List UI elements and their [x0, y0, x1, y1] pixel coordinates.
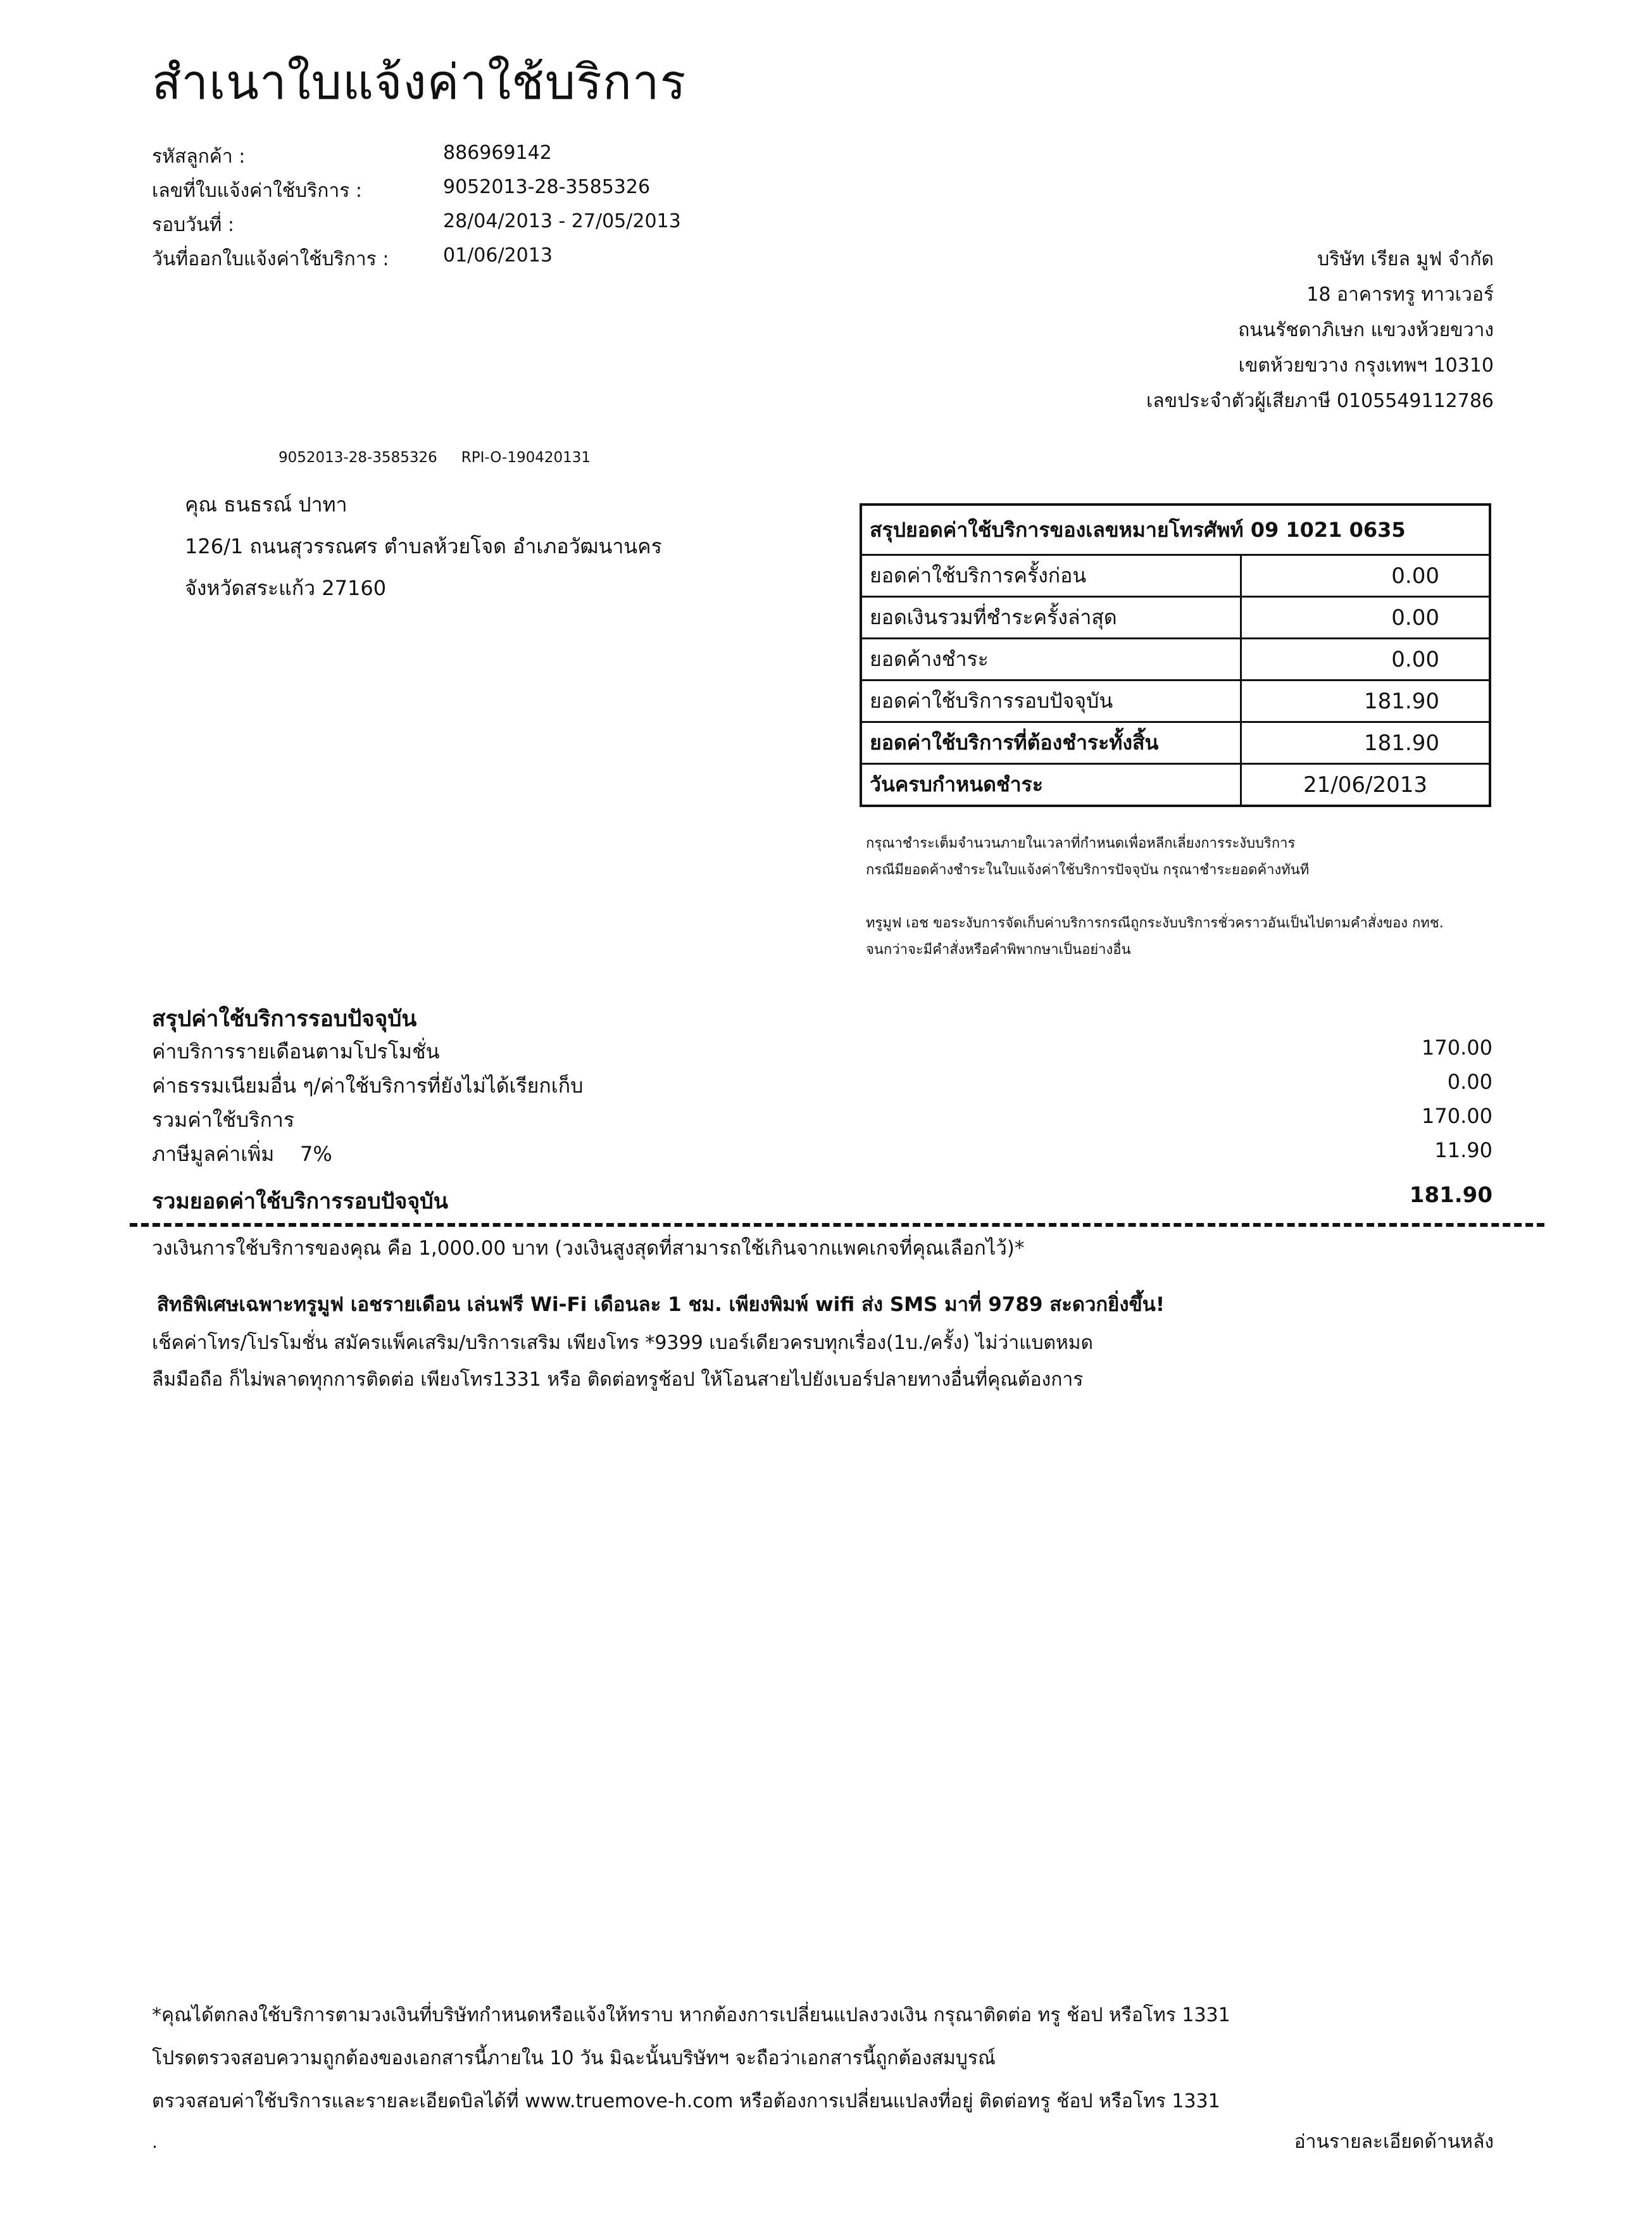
summary-row-amount: 21/06/2013 — [1241, 764, 1491, 806]
current-total-amount: 181.90 — [1409, 1182, 1492, 1208]
charge-line-amount: 170.00 — [1422, 1104, 1492, 1128]
footer-line2: โปรดตรวจสอบความถูกต้องของเอกสารนี้ภายใน 10 วัน มิฉะนั้นบริษัทฯ จะถือว่าเอกสารนี้ถูกต้องสมบูรณ์ — [152, 2047, 996, 2069]
reference-code: RPI-O-190420131 — [461, 449, 591, 466]
summary-row — [861, 597, 1490, 639]
vat-line-amount: 11.90 — [1434, 1138, 1492, 1162]
summary-row-due-date — [861, 764, 1490, 806]
payment-note-line2: กรณีมียอดค้างชำระในใบแจ้งค่าใช้บริการปัจจุบัน กรุณาชำระยอดค้างทันที — [866, 862, 1310, 878]
summary-row-label: ยอดค่าใช้บริการรอบปัจจุบัน — [861, 680, 1241, 722]
reference-invoice-no: 9052013-28-3585326 — [278, 449, 437, 466]
promo-line2: ลืมมือถือ ก็ไม่พลาดทุกการติดต่อ เพียงโทร1331 หรือ ติดต่อทรูช้อป ให้โอนสายไปยังเบอร์ปลายทางอื่นที่คุณต้องการ — [152, 1369, 1084, 1391]
customer-id-label: รหัสลูกค้า : — [152, 146, 246, 168]
footer-line3: ตรวจสอบค่าใช้บริการและรายละเอียดบิลได้ที่ www.truemove-h.com หรือต้องการเปลี่ยนแปลงที่อยู่ ติดต่อทรู ช้อป หรือโทร 1331 — [152, 2090, 1220, 2112]
payment-note-line1: กรุณาชำระเต็มจำนวนภายในเวลาที่กำหนดเพื่อหลีกเลี่ยงการระงับบริการ — [866, 836, 1296, 851]
billing-cycle-label: รอบวันที่ : — [152, 214, 234, 236]
charge-line-amount: 170.00 — [1422, 1036, 1492, 1060]
footer-dot: . — [152, 2131, 158, 2152]
summary-row-amount: 0.00 — [1241, 555, 1491, 597]
company-address-line1: 18 อาคารทรู ทาวเวอร์ — [1306, 284, 1494, 306]
summary-row — [861, 680, 1490, 722]
charge-line-label: รวมค่าใช้บริการ — [152, 1108, 294, 1132]
summary-row — [861, 639, 1490, 680]
summary-row-amount: 0.00 — [1241, 639, 1491, 680]
recipient-address-line2: จังหวัดสระแก้ว 27160 — [185, 576, 387, 600]
page-title: สำเนาใบแจ้งค่าใช้บริการ — [152, 54, 687, 110]
summary-row-label: ยอดค้างชำระ — [861, 639, 1241, 680]
company-tax-id: เลขประจำตัวผู้เสียภาษี 0105549112786 — [1146, 390, 1494, 412]
summary-row-total-due — [861, 722, 1490, 764]
recipient-name: คุณ ธนธรณ์ ปาทา — [185, 492, 347, 517]
recipient-address-line1: 126/1 ถนนสุวรรณศร ตำบลห้วยโจด อำเภอวัฒนานคร — [185, 534, 662, 558]
customer-id-value: 886969142 — [443, 142, 552, 164]
company-name: บริษัท เรียล มูฟ จำกัด — [1317, 248, 1494, 270]
charge-line-amount: 0.00 — [1447, 1070, 1492, 1094]
company-address-line2: ถนนรัชดาภิเษก แขวงห้วยขวาง — [1238, 319, 1494, 341]
summary-box-title: สรุปยอดค่าใช้บริการของเลขหมายโทรศัพท์ 09 1021 0635 — [861, 505, 1490, 555]
promo-line1: เช็คค่าโทร/โปรโมชั่น สมัครแพ็คเสริม/บริการเสริม เพียงโทร *9399 เบอร์เดียวครบทุกเรื่อง(1บ./ครั้ง) ไม่ว่าแบตหมด — [152, 1332, 1094, 1354]
current-summary-title: สรุปค่าใช้บริการรอบปัจจุบัน — [152, 1007, 417, 1032]
current-total-label: รวมยอดค่าใช้บริการรอบปัจจุบัน — [152, 1189, 448, 1214]
charge-line-label: ค่าธรรมเนียมอื่น ๆ/ค่าใช้บริการที่ยังไม่ได้เรียกเก็บ — [152, 1074, 584, 1098]
billing-summary-box — [860, 503, 1491, 807]
promo-title: สิทธิพิเศษเฉพาะทรูมูฟ เอชรายเดือน เล่นฟรี Wi-Fi เดือนละ 1 ชม. เพียงพิมพ์ wifi ส่ง SMS มาที่ 9789 สะดวกยิ่งขึ้น! — [157, 1293, 1165, 1316]
reference-line — [278, 449, 615, 466]
payment-note-line4: จนกว่าจะมีคำสั่งหรือคำพิพากษาเป็นอย่างอื่น — [866, 942, 1131, 958]
read-back-note: อ่านรายละเอียดด้านหลัง — [1294, 2131, 1494, 2153]
company-address-line3: เขตห้วยขวาง กรุงเทพฯ 10310 — [1238, 354, 1494, 377]
vat-line-label: ภาษีมูลค่าเพิ่ม 7% — [152, 1142, 332, 1166]
summary-row-amount: 181.90 — [1241, 722, 1491, 764]
charge-line-label: ค่าบริการรายเดือนตามโปรโมชั่น — [152, 1039, 440, 1063]
billing-cycle-value: 28/04/2013 - 27/05/2013 — [443, 210, 681, 232]
summary-row-amount: 181.90 — [1241, 680, 1491, 722]
dashed-divider — [130, 1223, 1544, 1227]
summary-row-label: ยอดเงินรวมที่ชำระครั้งล่าสุด — [861, 597, 1241, 639]
issue-date-value: 01/06/2013 — [443, 244, 553, 267]
summary-row — [861, 555, 1490, 597]
summary-row-label: ยอดค่าใช้บริการครั้งก่อน — [861, 555, 1241, 597]
footer-line1: *คุณได้ตกลงใช้บริการตามวงเงินที่บริษัทกำหนดหรือแจ้งให้ทราบ หากต้องการเปลี่ยนแปลงวงเงิน กรุณาติดต่อ ทรู ช้อป หรือโทร 1331 — [152, 2004, 1230, 2026]
summary-row-amount: 0.00 — [1241, 597, 1491, 639]
summary-row-label: ยอดค่าใช้บริการที่ต้องชำระทั้งสิ้น — [861, 722, 1241, 764]
payment-note-line3: ทรูมูฟ เอช ขอระงับการจัดเก็บค่าบริการกรณีถูกระงับบริการชั่วคราวอันเป็นไปตามคำสั่งของ กทช. — [866, 915, 1444, 931]
credit-limit-note: วงเงินการใช้บริการของคุณ คือ 1,000.00 บาท (วงเงินสูงสุดที่สามารถใช้เกินจากแพคเกจที่คุณเลือกไว้)* — [152, 1237, 1025, 1260]
invoice-no-value: 9052013-28-3585326 — [443, 176, 651, 198]
summary-row-label: วันครบกำหนดชำระ — [861, 764, 1241, 806]
issue-date-label: วันที่ออกใบแจ้งค่าใช้บริการ : — [152, 248, 389, 270]
invoice-no-label: เลขที่ใบแจ้งค่าใช้บริการ : — [152, 180, 363, 202]
